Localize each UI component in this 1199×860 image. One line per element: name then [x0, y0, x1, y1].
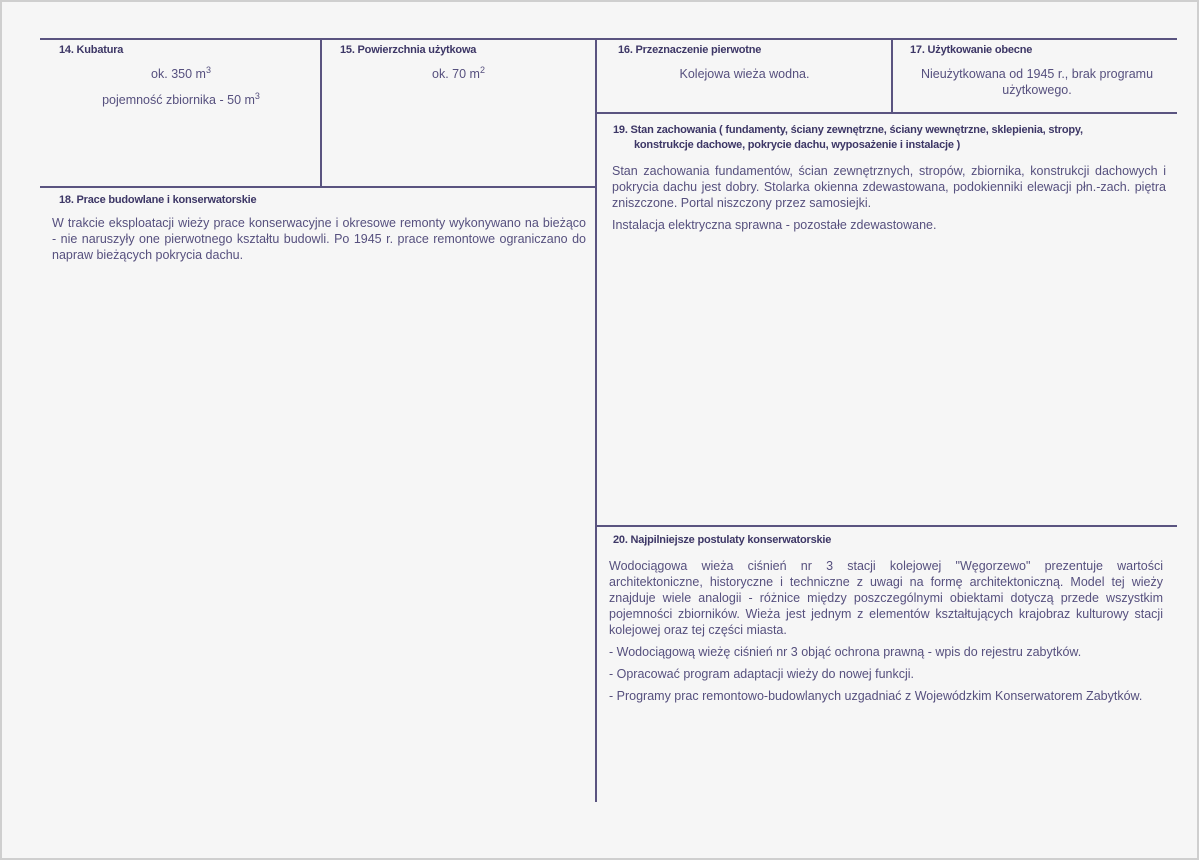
section-15-area [322, 66, 595, 82]
volume-text: ok. 350 m [151, 67, 206, 81]
section-15-title: 15. Powierzchnia użytkowa [340, 44, 477, 56]
section-19-title-line1: 19. Stan zachowania ( fundamenty, ściany zewnętrzne, ściany wewnętrzne, sklepienia, stropy, [613, 124, 1083, 136]
tank-text: pojemność zbiornika - 50 m [102, 93, 255, 107]
section-20-title: 20. Najpilniejsze postulaty konserwatorskie [613, 534, 832, 546]
section-20-text [609, 558, 1163, 710]
section-20-intro: Wodociągowa wieża ciśnień nr 3 stacji kolejowej "Węgorzewo" prezentuje wartości architektoniczne, historyczne i techniczne z uwagi na formę architektoniczną. Model tej wieży znajduje wiele analogii - różnice między poszczególnymi obiektami dotyczą przede wszystkim pojemności zbiorników. Wieża jest jednym z elementów kształtujących krajobraz kulturowy stacji kolejowej oraz tej części miasta. [609, 559, 1163, 637]
section-20-list-item: - Wodociągową wieżę ciśnień nr 3 objąć ochrona prawną - wpis do rejestru zabytków. [609, 645, 1082, 659]
tank-unit-exponent: 3 [254, 90, 260, 101]
section-14-tank-capacity [42, 92, 320, 108]
line-under-14-15 [40, 186, 597, 188]
section-16-value: Kolejowa wieża wodna. [679, 67, 810, 81]
section-19-text [612, 163, 1166, 239]
section-14-volume [42, 66, 320, 82]
section-19-paragraph-1: Stan zachowania fundamentów, ścian zewnętrznych, stropów, zbiornika, konstrukcji dachowych i pokrycia dachu jest dobry. Stolarka okienna zdewastowana, podokienniki elewacji płn.-zach. piętra zniszczone. Portal niszczony przez samosiejki. [612, 164, 1166, 210]
section-17-title: 17. Użytkowanie obecne [910, 44, 1033, 56]
section-20-list-item: - Opracować program adaptacji wieży do nowej funkcji. [609, 667, 914, 681]
section-20-list-item: - Programy prac remontowo-budowlanych uzgadniać z Wojewódzkim Konserwatorem Zabytków. [609, 689, 1143, 703]
section-18-text: W trakcie eksploatacji wieży prace konserwacyjne i okresowe remonty wykonywano na bieżąco - nie naruszyły one pierwotnego kształtu budowli. Po 1945 r. prace remontowe ograniczano do napraw bieżących pokrycia dachu. [52, 216, 586, 262]
volume-unit-exponent: 3 [205, 64, 211, 75]
area-text: ok. 70 m [432, 67, 480, 81]
line-above-20 [597, 525, 1177, 527]
section-19-title-line2: konstrukcje dachowe, pokrycie dachu, wyposażenie i instalacje ) [634, 139, 961, 151]
section-17-value: Nieużytkowana od 1945 r., brak programu użytkowego. [920, 67, 1154, 97]
section-14-title: 14. Kubatura [59, 44, 124, 56]
area-unit-exponent: 2 [479, 64, 485, 75]
divider-14-15 [320, 38, 322, 186]
divider-16-17 [891, 38, 893, 113]
line-under-16-17 [597, 112, 1177, 114]
left-column-divider [595, 38, 597, 802]
section-19-paragraph-2: Instalacja elektryczna sprawna - pozostałe zdewastowane. [612, 218, 937, 232]
section-18-title: 18. Prace budowlane i konserwatorskie [59, 194, 257, 206]
top-border-line [40, 38, 1177, 40]
section-16-title: 16. Przeznaczenie pierwotne [618, 44, 762, 56]
